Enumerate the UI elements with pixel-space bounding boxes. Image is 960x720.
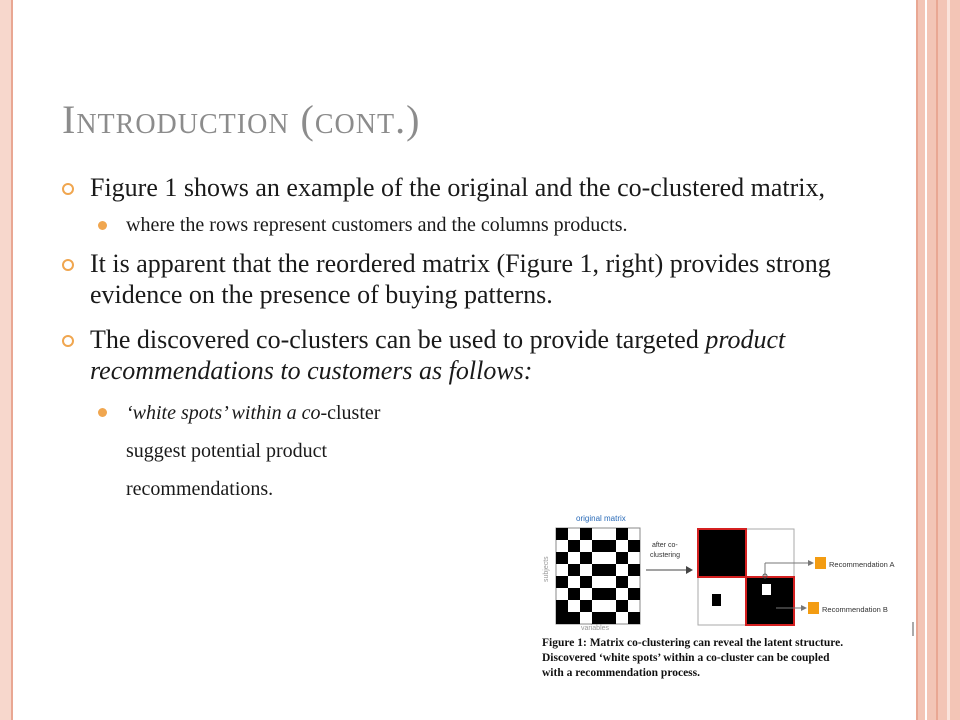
cocluster-spot	[712, 594, 721, 606]
matrix-cell	[616, 576, 628, 588]
bullet-text: It is apparent that the reordered matrix (Figure 1, right) provides strong evidence on the presence of buying patterns.	[90, 249, 831, 309]
label-original-matrix: original matrix	[576, 514, 626, 523]
label-subjects: subjects	[543, 556, 550, 582]
sub-bullet-emphasis: ‘white spots’ within a co-	[126, 402, 328, 424]
bullet-reordered-matrix	[62, 248, 832, 310]
bullet-co-clusters	[62, 324, 832, 386]
slide-content	[62, 172, 832, 516]
figure-diagram	[536, 512, 914, 636]
label-recommendation-a: Recommendation A	[829, 560, 895, 569]
sub-bullet-text: where the rows represent customers and the columns products.	[126, 214, 628, 236]
arrow-label: clustering	[650, 552, 680, 559]
matrix-cell	[604, 564, 616, 576]
matrix-cell	[616, 528, 628, 540]
caption-line: Discovered ‘white spots’ within a co-cluster can be coupled	[542, 652, 830, 664]
matrix-cell	[580, 528, 592, 540]
sub-bullet-white-spots	[62, 394, 526, 508]
slide-frame-left	[0, 0, 13, 720]
ring-bullet-icon	[62, 259, 74, 271]
matrix-cell	[580, 552, 592, 564]
dot-bullet-icon	[98, 408, 107, 417]
matrix-cell	[556, 552, 568, 564]
matrix-cell	[556, 528, 568, 540]
sub-bullet-text: suggest potential product	[126, 440, 328, 462]
cocluster-block	[699, 530, 746, 577]
slide-title: Introduction (cont.)	[62, 97, 421, 142]
caption-line: with a recommendation process.	[542, 667, 701, 679]
sub-bullet-rows-columns	[62, 211, 832, 240]
matrix-cell	[568, 588, 580, 600]
matrix-cell	[568, 612, 580, 624]
matrix-cell	[592, 564, 604, 576]
arrow-b-icon	[801, 605, 807, 611]
sub-bullet-text: cluster	[327, 402, 381, 424]
matrix-cell	[604, 612, 616, 624]
ring-bullet-icon	[62, 183, 74, 195]
matrix-cell	[628, 612, 640, 624]
label-recommendation-b: Recommendation B	[822, 605, 888, 614]
matrix-cell	[628, 588, 640, 600]
bullet-text: The discovered co-clusters can be used to provide targeted	[90, 325, 706, 354]
matrix-cell	[556, 600, 568, 612]
bullet-figure-description	[62, 172, 832, 203]
white-spot	[762, 584, 771, 595]
matrix-cell	[592, 540, 604, 552]
label-variables: variables	[581, 625, 610, 632]
matrix-cell	[616, 552, 628, 564]
matrix-cell	[628, 564, 640, 576]
original-matrix	[556, 528, 640, 624]
arrow-a-icon	[808, 560, 814, 566]
matrix-cell	[556, 612, 568, 624]
bullet-text: Figure 1 shows an example of the original and the co-clustered matrix,	[90, 173, 826, 202]
matrix-cell	[568, 564, 580, 576]
arrow-head-icon	[686, 566, 693, 574]
arrow-label: after co-	[652, 542, 678, 549]
ring-bullet-icon	[62, 335, 74, 347]
matrix-cell	[604, 540, 616, 552]
dot-bullet-icon	[98, 221, 107, 230]
matrix-cell	[568, 540, 580, 552]
recommendation-a-marker	[815, 557, 826, 569]
caption-line: Figure 1: Matrix co-clustering can reveal the latent structure.	[542, 637, 844, 649]
matrix-cell	[556, 576, 568, 588]
figure-co-clustering	[536, 512, 914, 692]
figure-caption	[542, 636, 914, 681]
matrix-cell	[580, 600, 592, 612]
matrix-cell	[604, 588, 616, 600]
matrix-cell	[592, 588, 604, 600]
matrix-cell	[580, 576, 592, 588]
sub-bullet-text: recommendations.	[126, 478, 274, 500]
matrix-cell	[628, 540, 640, 552]
recommendation-b-marker	[808, 602, 819, 614]
matrix-cell	[616, 600, 628, 612]
matrix-cell	[592, 612, 604, 624]
slide-frame-right	[916, 0, 960, 720]
bullet-text-emphasis: product recommendations to customers as follows:	[90, 325, 786, 385]
